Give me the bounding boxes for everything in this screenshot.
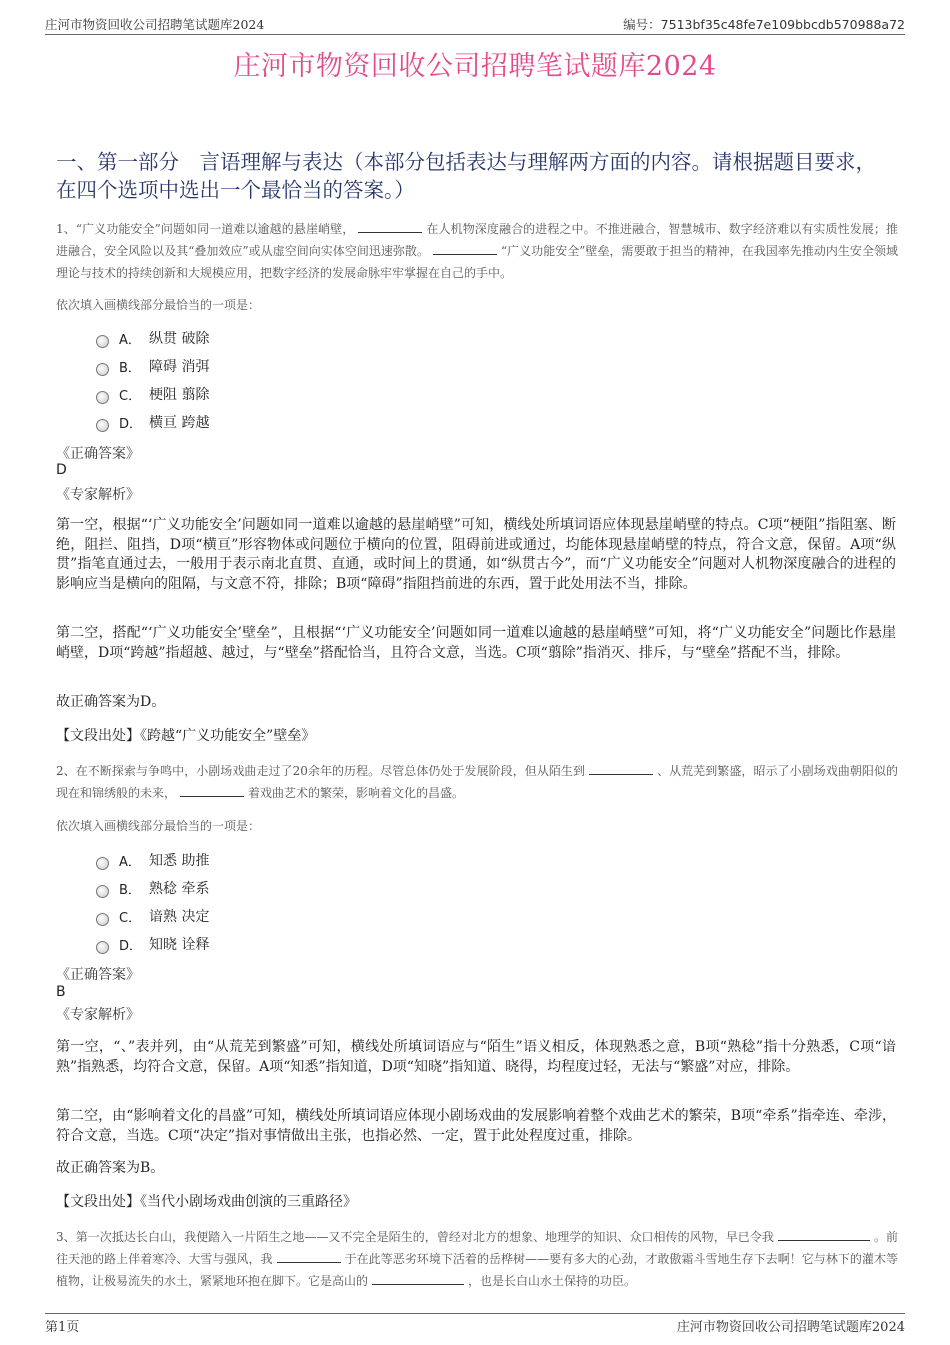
page-title: 庄河市物资回收公司招聘笔试题库2024 bbox=[233, 51, 717, 82]
footer-doc-title: 庄河市物资回收公司招聘笔试题库2024 bbox=[676, 1320, 905, 1335]
answer-value: D bbox=[56, 462, 67, 478]
analysis-label: 《专家解析》 bbox=[56, 487, 140, 503]
analysis-source: 【文段出处】《当代小剧场戏曲创演的三重路径》 bbox=[56, 1194, 357, 1210]
page-footer bbox=[45, 1313, 905, 1336]
answer-value: B bbox=[56, 984, 66, 1000]
radio-icon[interactable] bbox=[96, 857, 109, 870]
page-number: 第1页 bbox=[45, 1320, 80, 1335]
option-d[interactable]: D． 横亘 跨越 bbox=[96, 408, 496, 436]
header-doc-title: 庄河市物资回收公司招聘笔试题库2024 bbox=[45, 17, 265, 32]
fill-blank bbox=[589, 762, 653, 775]
option-b[interactable]: B． 熟稔 牵系 bbox=[96, 874, 496, 902]
question-2-prompt: 依次填入画横线部分最恰当的一项是： bbox=[56, 819, 261, 833]
fill-blank bbox=[358, 220, 422, 233]
radio-icon[interactable] bbox=[96, 913, 109, 926]
header-code-value: 7513bf35c48fe7e109bbcdb570988a72 bbox=[660, 17, 905, 32]
header-code-label: 编号： bbox=[623, 17, 661, 32]
question-2-options bbox=[96, 846, 496, 958]
page-header bbox=[45, 14, 905, 35]
analysis-conclusion: 故正确答案为B。 bbox=[56, 1160, 165, 1176]
option-a[interactable]: A． 知悉 助推 bbox=[96, 846, 496, 874]
analysis-source: 【文段出处】《跨越“广义功能安全”壁垒》 bbox=[56, 728, 316, 744]
option-c[interactable]: C． 梗阻 翦除 bbox=[96, 380, 496, 408]
question-2-text: 2、在不断探索与争鸣中，小剧场戏曲走过了20余年的历程。尽管总体仍处于发展阶段，但从陌生到 、从荒芜到繁盛，昭示了小剧场戏曲朝阳似的现在和锦绣般的未来， 着戏曲艺术的繁荣，影响着文化的昌盛。 bbox=[56, 764, 898, 800]
radio-icon[interactable] bbox=[96, 335, 109, 348]
question-1-prompt: 依次填入画横线部分最恰当的一项是： bbox=[56, 298, 261, 312]
analysis-paragraph: 第二空，由“影响着文化的昌盛”可知，横线处所填词语应体现小剧场戏曲的发展影响着整个戏曲艺术的繁荣，B项“牵系”指牵连、牵涉，符合文意，当选。C项“决定”指对事情做出主张，也指必然、一定，置于此处程度过重，排除。 bbox=[56, 1108, 896, 1144]
radio-icon[interactable] bbox=[96, 885, 109, 898]
option-d[interactable]: D． 知晓 诠释 bbox=[96, 930, 496, 958]
fill-blank bbox=[778, 1228, 870, 1241]
option-c[interactable]: C． 谙熟 决定 bbox=[96, 902, 496, 930]
radio-icon[interactable] bbox=[96, 419, 109, 432]
answer-label: 《正确答案》 bbox=[56, 446, 140, 462]
question-1-text: 1、“广义功能安全”问题如同一道难以逾越的悬崖峭壁， 在人机物深度融合的进程之中。不推进融合，智慧城市、数字经济难以有实质性发展；推进融合，安全风险以及其“叠加效应”或从虚空间向实体空间迅速弥散。 “广义功能安全”壁垒，需要敢于担当的精神，在我国率先推动内生安全领域理论与技术的持续创新和大规模应用，把数字经济的发展命脉牢牢掌握在自己的手中。 bbox=[56, 222, 898, 280]
radio-icon[interactable] bbox=[96, 941, 109, 954]
option-a[interactable]: A． 纵贯 破除 bbox=[96, 324, 496, 352]
question-1-options bbox=[96, 324, 496, 436]
radio-icon[interactable] bbox=[96, 391, 109, 404]
analysis-paragraph: 第一空，根据“‘广义功能安全’问题如同一道难以逾越的悬崖峭壁”可知，横线处所填词语应体现悬崖峭壁的特点。C项“梗阻”指阻塞、断绝，阻拦、阻挡，D项“横亘”形容物体或问题位于横向的位置，阻碍前进或通过，均能体现悬崖峭壁的特点，符合文意，保留。A项“纵贯”指笔直通过去，一般用于表示南北直贯、直通，或时间上的贯通，如“纵贯古今”，而“广义功能安全”问题对人机物深度融合的进程的影响应当是横向的阻隔，与文意不符，排除；B项“障碍”指阻挡前进的东西，置于此处用法不当，排除。 bbox=[56, 517, 896, 592]
section-heading: 一、第一部分 言语理解与表达（本部分包括表达与理解两方面的内容。请根据题目要求，在四个选项中选出一个最恰当的答案。） bbox=[56, 150, 876, 202]
fill-blank bbox=[433, 242, 497, 255]
option-b[interactable]: B． 障碍 消弭 bbox=[96, 352, 496, 380]
fill-blank bbox=[277, 1250, 341, 1263]
analysis-paragraph: 第二空，搭配“‘广义功能安全’壁垒”，且根据“‘广义功能安全’问题如同一道难以逾越的悬崖峭壁”可知，将“广义功能安全”问题比作悬崖峭壁，D项“跨越”指超越、越过，与“壁垒”搭配恰当，且符合文意，当选。C项“翦除”指消灭、排斥，与“壁垒”搭配不当，排除。 bbox=[56, 625, 896, 661]
question-3-text: 3、第一次抵达长白山，我便踏入一片陌生之地——又不完全是陌生的，曾经对北方的想象、地理学的知识、众口相传的风物，早已令我 。前往天池的路上伴着寒冷、大雪与强风，我 于在此等恶劣环境下活着的岳桦树——要有多大的心劲，才敢傲霜斗雪地生存下去啊！它与林下的灌木等植物，让极易流失的水土，紧紧地环抱在脚下。它是高山的 ，也是长白山水土保持的功臣。 bbox=[56, 1230, 898, 1288]
analysis-label: 《专家解析》 bbox=[56, 1007, 140, 1023]
analysis-conclusion: 故正确答案为D。 bbox=[56, 694, 166, 710]
fill-blank bbox=[372, 1272, 464, 1285]
radio-icon[interactable] bbox=[96, 363, 109, 376]
analysis-paragraph: 第一空，“、”表并列，由“从荒芜到繁盛”可知，横线处所填词语应与“陌生”语义相反，体现熟悉之意，B项“熟稔”指十分熟悉，C项“谙熟”指熟悉，均符合文意，保留。A项“知悉”指知道，D项“知晓”指知道、晓得，均程度过轻，无法与“繁盛”对应，排除。 bbox=[56, 1039, 896, 1075]
fill-blank bbox=[180, 784, 244, 797]
answer-label: 《正确答案》 bbox=[56, 967, 140, 983]
header-doc-code bbox=[623, 15, 905, 33]
